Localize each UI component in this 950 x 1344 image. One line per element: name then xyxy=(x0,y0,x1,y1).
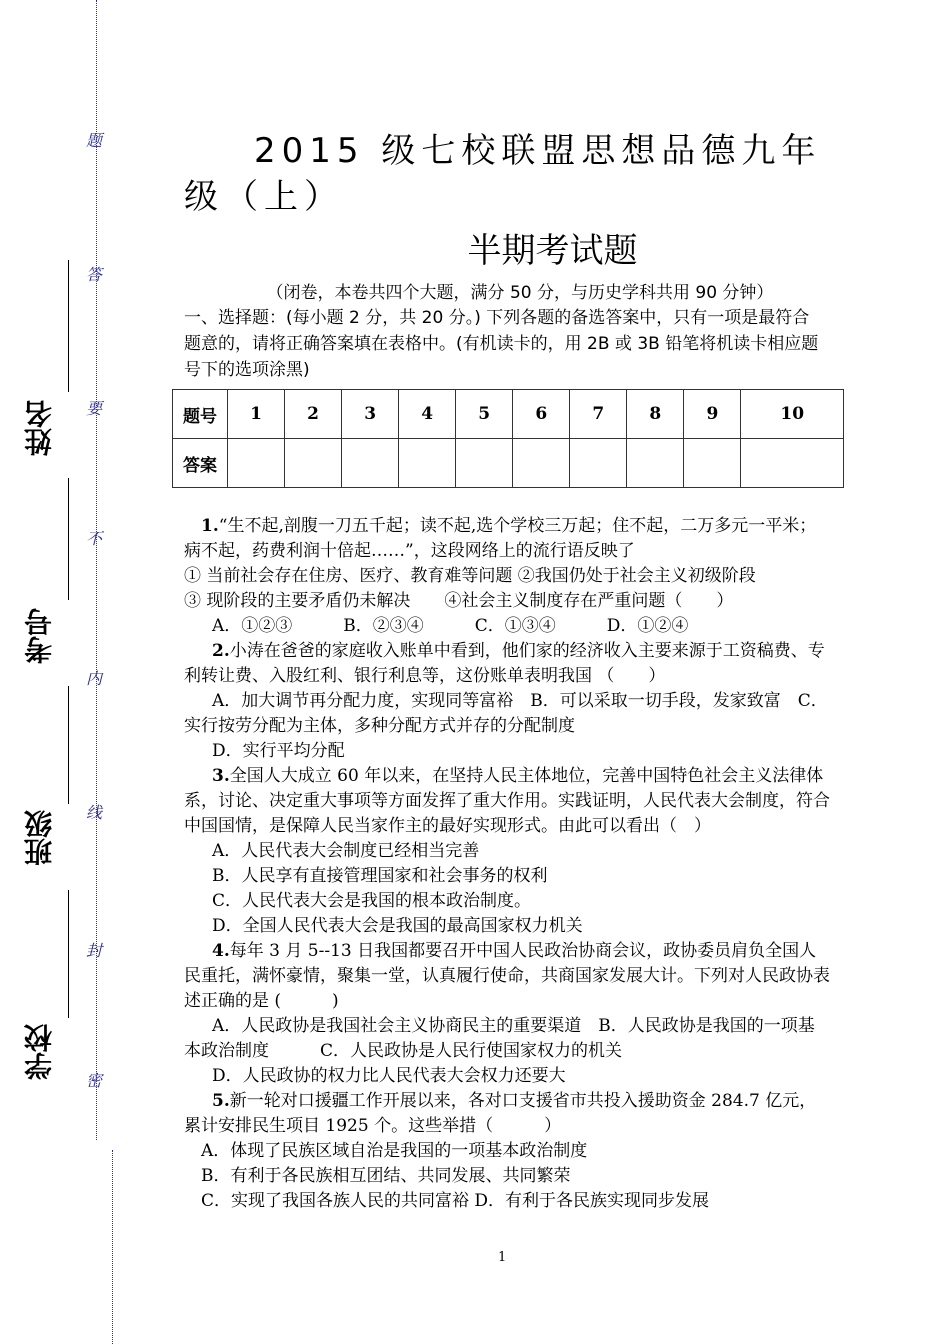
question-option: A．加大调节再分配力度，实现同等富裕 B．可以采取一切手段，发家致富 C．实行按劳分配为主体，多种分配方式并存的分配制度 xyxy=(184,691,828,736)
row-label-answer: 答案 xyxy=(173,439,228,488)
answer-cell[interactable] xyxy=(456,439,513,488)
question-number: 1. xyxy=(201,516,219,536)
binding-margin xyxy=(23,80,110,1090)
answer-cell[interactable] xyxy=(570,439,627,488)
field-line-class[interactable] xyxy=(68,686,69,804)
section1-instructions: 一、选择题：(每小题 2 分，共 20 分。) 下列各题的备选答案中，只有一项是最符合题意的，请将正确答案填在表格中。(有机读卡的，用 2B 或 3B 铅笔将机读卡相应题号下的选项涂黑) xyxy=(184,308,819,380)
seal-char: 封 xyxy=(86,941,103,960)
answer-cell[interactable] xyxy=(684,439,741,488)
question-text: “生不起,剖腹一刀五千起；读不起,选个学校三万起；住不起，二万多元一平米；病不起，药费利润十倍起……”，这段网络上的流行语反映了 xyxy=(184,516,817,561)
answer-cell[interactable] xyxy=(285,439,342,488)
answer-cell[interactable] xyxy=(342,439,399,488)
question-statement: ③ 现阶段的主要矛盾仍未解决 ④社会主义制度存在严重问题（ ） xyxy=(184,591,734,611)
answer-table xyxy=(172,389,844,488)
question-number-cell: 8 xyxy=(627,390,684,439)
seal-char: 内 xyxy=(86,669,103,688)
field-line-school[interactable] xyxy=(68,890,69,1018)
answer-table-number-row xyxy=(173,390,844,439)
question-2 xyxy=(184,639,830,689)
question-number-cell: 10 xyxy=(741,390,844,439)
question-option: A．体现了民族区域自治是我国的一项基本政治制度 xyxy=(201,1141,588,1161)
question-statement: ① 当前社会存在住房、医疗、教育难等问题 ②我国仍处于社会主义初级阶段 xyxy=(184,566,756,586)
answer-cell[interactable] xyxy=(228,439,285,488)
question-3 xyxy=(184,764,830,839)
row-label-number: 题号 xyxy=(173,390,228,439)
question-option: B．有利于各民族相互团结、共同发展、共同繁荣 xyxy=(201,1166,571,1186)
question-4 xyxy=(184,939,830,1014)
seal-char: 题 xyxy=(86,131,103,150)
question-option: A．人民政协是我国社会主义协商民主的重要渠道 B．人民政协是我国的一项基本政治制度 C．人民政协是人民行使国家权力的机关 xyxy=(184,1016,815,1061)
field-label-class: 班级 xyxy=(23,810,56,866)
question-option: C．实现了我国各族人民的共同富裕 D．有利于各民族实现同步发展 xyxy=(201,1191,710,1211)
field-line-exam-number[interactable] xyxy=(68,478,69,600)
question-option: A．①②③ B．②③④ C．①③④ D．①②④ xyxy=(212,616,689,636)
question-5 xyxy=(184,1089,830,1139)
question-text: 每年 3 月 5--13 日我国都要召开中国人民政治协商会议，政协委员肩负全国人民重托，满怀豪情，聚集一堂，认真履行使命，共商国家发展大计。下列对人民政协表述正确的是 ( ) xyxy=(184,941,830,1011)
field-label-name: 姓名 xyxy=(23,400,56,456)
question-number-cell: 5 xyxy=(456,390,513,439)
question-option: D．全国人民代表大会是我国的最高国家权力机关 xyxy=(212,916,583,936)
question-number: 3. xyxy=(212,766,230,786)
question-number: 4. xyxy=(212,941,230,961)
answer-cell[interactable] xyxy=(513,439,570,488)
seal-char: 密 xyxy=(86,1071,103,1090)
field-label-school: 学校 xyxy=(23,1024,56,1080)
answer-cell[interactable] xyxy=(627,439,684,488)
seal-char: 线 xyxy=(86,803,103,822)
question-text: 新一轮对口援疆工作开展以来，各对口支援省市共投入援助资金 284.7 亿元，累计安排民生项目 1925 个。这些举措（ ） xyxy=(184,1091,817,1136)
question-number: 2. xyxy=(212,641,230,661)
exam-title: 2015 级七校联盟思想品德九年级（上） xyxy=(184,131,822,217)
seal-char: 不 xyxy=(86,529,103,548)
answer-table-answer-row xyxy=(173,439,844,488)
seal-char: 答 xyxy=(86,265,103,284)
question-number-cell: 2 xyxy=(285,390,342,439)
question-1 xyxy=(184,514,830,564)
seal-char: 要 xyxy=(86,399,103,418)
binding-dotted-line-inner xyxy=(112,1150,113,1344)
answer-cell[interactable] xyxy=(741,439,844,488)
question-number-cell: 6 xyxy=(513,390,570,439)
answer-cell[interactable] xyxy=(399,439,456,488)
exam-subtitle-title: 半期考试题 xyxy=(467,231,638,271)
page-number: 1 xyxy=(498,1250,507,1265)
question-text: 小涛在爸爸的家庭收入账单中看到，他们家的经济收入主要来源于工资稿费、专利转让费、入股红利、银行利息等，这份账单表明我国 （ ） xyxy=(184,641,825,686)
field-line-name[interactable] xyxy=(68,260,69,392)
exam-notes: （闭卷，本卷共四个大题，满分 50 分，与历史学科共用 90 分钟） xyxy=(266,283,774,303)
question-number-cell: 1 xyxy=(228,390,285,439)
question-option: A．人民代表大会制度已经相当完善 xyxy=(212,841,480,861)
question-option: D．实行平均分配 xyxy=(212,741,345,761)
question-number-cell: 9 xyxy=(684,390,741,439)
field-label-exam-number: 考号 xyxy=(23,608,56,664)
question-option: D．人民政协的权力比人民代表大会权力还要大 xyxy=(212,1066,566,1086)
exam-content xyxy=(183,128,830,1214)
question-number-cell: 4 xyxy=(399,390,456,439)
question-number-cell: 7 xyxy=(570,390,627,439)
question-option: B．人民享有直接管理国家和社会事务的权利 xyxy=(212,866,548,886)
question-number-cell: 3 xyxy=(342,390,399,439)
questions xyxy=(184,514,830,1214)
question-option: C．人民代表大会是我国的根本政治制度。 xyxy=(212,891,532,911)
question-number: 5. xyxy=(212,1091,230,1111)
question-text: 全国人大成立 60 年以来，在坚持人民主体地位，完善中国特色社会主义法律体系，讨论、决定重大事项等方面发挥了重大作用。实践证明，人民代表大会制度，符合中国国情，是保障人民当家作主的最好实现形式。由此可以看出（ ） xyxy=(184,766,830,836)
